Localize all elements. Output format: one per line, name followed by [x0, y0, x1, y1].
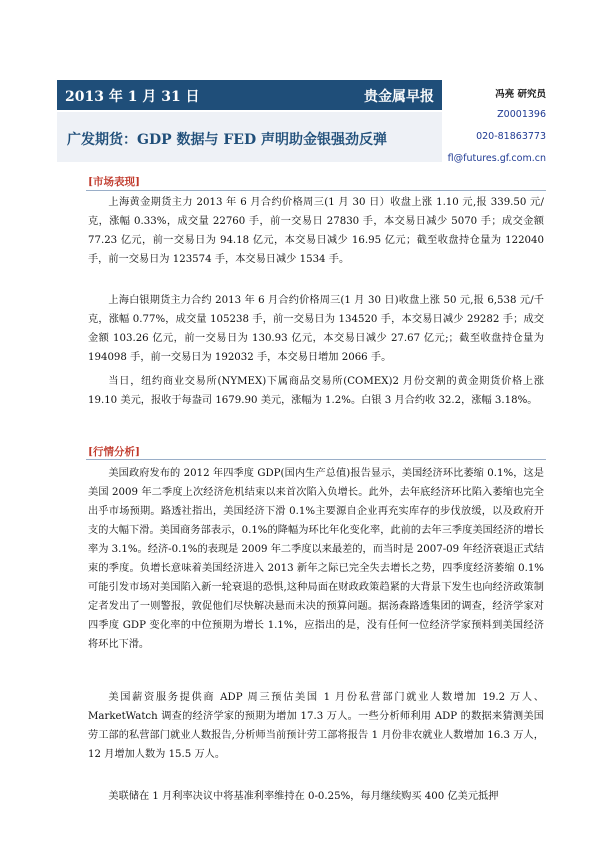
analyst-id: Z0001396	[497, 109, 546, 120]
section-divider	[86, 459, 546, 460]
report-date: 2013 年 1 月 31 日	[65, 89, 200, 105]
report-header-band	[57, 80, 442, 110]
paragraph-silver-futures: 上海白银期货主力合约 2013 年 6 月合约价格周三(1 月 30 日)收盘上涨 50 元,报 6,538 元/千克，涨幅 0.77%，成交量 105238 手，前一交易日为 134520 手，本交易日减少 29282 手；成交金额 103.26 亿元，前一交易日为 130.93 亿元，本交易日减少 27.67 亿元;；截至收盘持仓量为 194098 手，前一交易日为 192032 手，本交易日增加 2066 手。	[88, 295, 544, 363]
report-name: 贵金属早报	[364, 89, 434, 105]
section-divider	[86, 190, 546, 191]
paragraph-gold-futures: 上海黄金期货主力 2013 年 6 月合约价格周三(1 月 30 日）收盘上涨 1.10 元,报 339.50 元/克，涨幅 0.33%，成交量 22760 手，前一交易日 27830 手，本交易日减少 5070 手；成交金额 77.23 亿元，前一交易日为 94.18 亿元，本交易日减少 16.95 亿元；截至收盘持仓量为 122040 手，前一交易日为 123574 手，本交易日减少 1534 手。	[88, 197, 544, 265]
analyst-email[interactable]: fl@futures.gf.com.cn	[447, 153, 546, 164]
analyst-name: 冯亮 研究员	[495, 89, 546, 100]
report-title-banner	[57, 112, 442, 162]
section-heading-market: [市场表现]	[88, 176, 140, 188]
paragraph-adp-employment: 美国薪资服务提供商 ADP 周三预估美国 1 月份私营部门就业人数增加 19.2 万人、MarketWatch 调查的经济学家的预期为增加 17.3 万人。一些分析师利用 ADP 的数据来猜测美国劳工部的私营部门就业人数报告,分析师当前预计劳工部将报告 1 月份非农就业人数增加 16.3 万人，12 月增加人数为 15.5 万人。	[88, 692, 544, 760]
analyst-phone: 020-81863773	[476, 131, 546, 142]
paragraph-us-gdp: 美国政府发布的 2012 年四季度 GDP(国内生产总值)报告显示，美国经济环比萎缩 0.1%，这是美国 2009 年二季度上次经济危机结束以来首次陷入负增长。此外，去年底经济环比陷入萎缩也完全出乎市场预期。路透社指出，美国经济下滑 0.1%主要源自企业再充实库存的步伐放缓，以及政府开支的大幅下滑。美国商务部表示，0.1%的降幅为环比年化变化率，此前的去年三季度美国经济的增长率为 3.1%。经济-0.1%的表现是 2009 年二季度以来最差的，而当时是 2007-09 年经济衰退正式结束的季度。负增长意味着美国经济进入 2013 新年之际已完全失去增长之势，四季度经济萎缩 0.1%可能引发市场对美国陷入新一轮衰退的恐惧,这种局面在财政政策趋紧的大背景下发生也向经济政策制定者发出了一则警报，敦促他们尽快解决悬而未决的预算问题。据汤森路透集团的调查，经济学家对四季度 GDP 变化率的中位预期为增长 1.1%，应指出的是，没有任何一位经济学家预料到美国经济将环比下滑。	[88, 468, 544, 650]
report-title: 广发期货：GDP 数据与 FED 声明助金银强劲反弹	[67, 132, 387, 148]
paragraph-fed-decision: 美联储在 1 月利率决议中将基准利率维持在 0-0.25%，每月继续购买 400 亿美元抵押	[108, 791, 499, 802]
paragraph-comex-gold: 当日，纽约商业交易所(NYMEX)下属商品交易所(COMEX)2 月份交割的黄金期货价格上涨 19.10 美元，报收于每盎司 1679.90 美元，涨幅为 1.2%。白银 3 月合约收 32.2，涨幅 3.18%。	[88, 376, 544, 406]
section-heading-analysis: [行情分析]	[88, 446, 140, 458]
